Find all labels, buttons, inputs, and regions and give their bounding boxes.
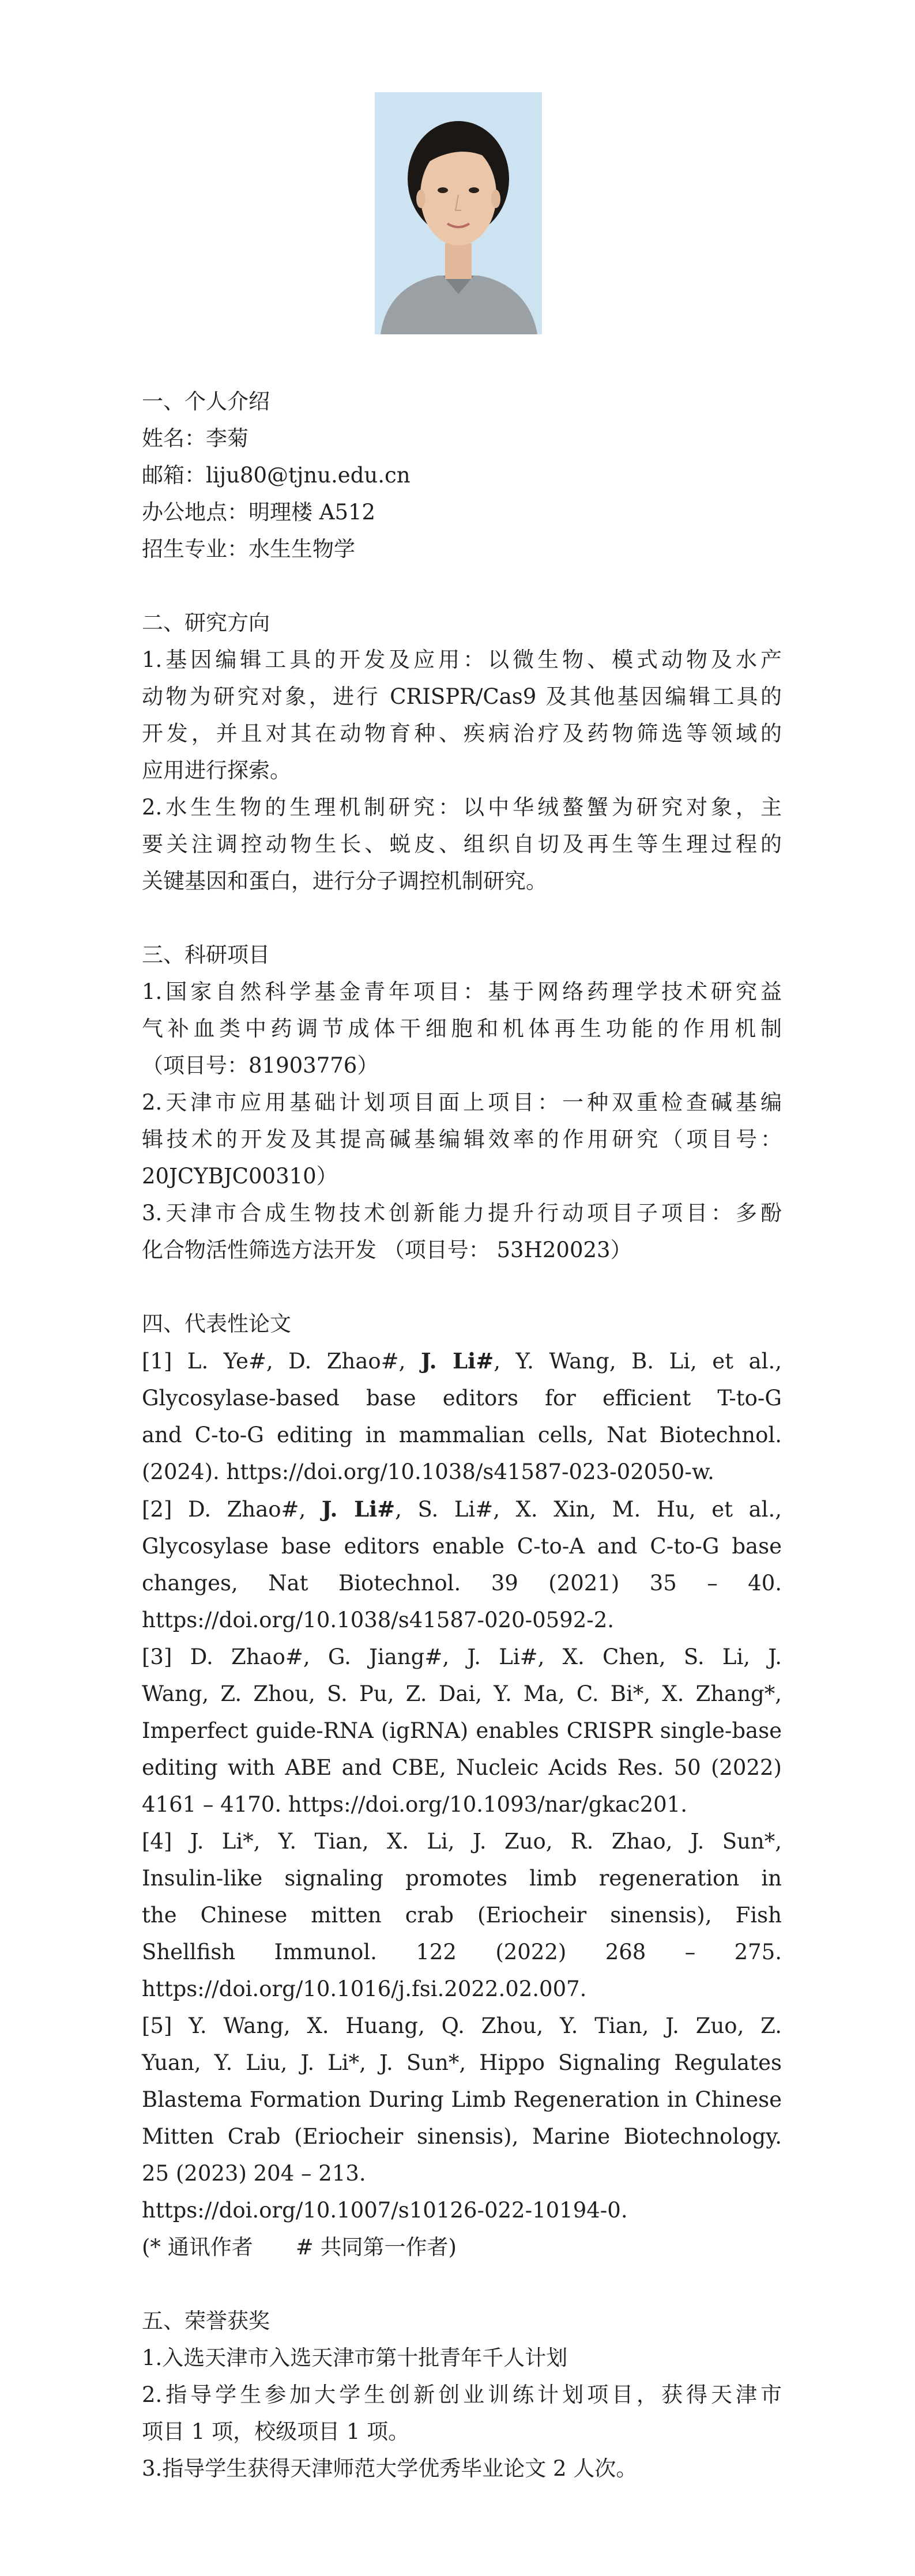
paper-4-line: Shellfish Immunol. 122 (2022) 268 – 275.: [142, 1940, 782, 1964]
research-line: 动物为研究对象，进行 CRISPR/Cas9 及其他基因编辑工具的: [142, 684, 782, 709]
spacer: [142, 568, 782, 605]
project-line: 辑技术的开发及其提高碱基编辑效率的作用研究（项目号：: [142, 1127, 782, 1152]
project-line: 气补血类中药调节成体干细胞和机体再生功能的作用机制: [142, 1016, 782, 1041]
research-line: 1.基因编辑工具的开发及应用：以微生物、模式动物及水产: [142, 647, 782, 672]
project-line: 1.国家自然科学基金青年项目：基于网络药理学技术研究益: [142, 979, 782, 1004]
paper-3-line: Wang, Z. Zhou, S. Pu, Z. Dai, Y. Ma, C. Bi*, X. Zhang*,: [142, 1681, 782, 1706]
spacer: [142, 1269, 782, 1306]
paper-5-line: Yuan, Y. Liu, J. Li*, J. Sun*, Hippo Signaling Regulates: [142, 2050, 782, 2075]
paper-2-line: changes, Nat Biotechnol. 39 (2021) 35 – 40.: [142, 1571, 782, 1596]
honor-line: 项目 1 项，校级项目 1 项。: [142, 2419, 410, 2444]
research-line: 应用进行探索。: [142, 758, 291, 783]
paper-5-line: https://doi.org/10.1007/s10126-022-10194-0.: [142, 2198, 628, 2223]
research-line: 关键基因和蛋白，进行分子调控机制研究。: [142, 869, 547, 893]
honor-line: 1.入选天津市入选天津市第十批青年千人计划: [142, 2345, 568, 2370]
profile-content: [142, 383, 782, 2487]
portrait-image: [375, 92, 542, 334]
project-line: （项目号：81903776）: [142, 1053, 379, 1078]
paper-5-line: Mitten Crab (Eriocheir sinensis), Marine Biotechnology.: [142, 2124, 782, 2149]
research-line: 开发，并且对其在动物育种、疾病治疗及药物筛选等领域的: [142, 721, 782, 746]
paper-3-line: [3] D. Zhao#, G. Jiang#, J. Li#, X. Chen, S. Li, J.: [142, 1645, 782, 1669]
spacer: [142, 900, 782, 937]
name-line: 姓名：李菊: [142, 426, 248, 451]
section-heading: 一、个人介绍: [142, 389, 270, 414]
paper-2-line: https://doi.org/10.1038/s41587-020-0592-2.: [142, 1608, 615, 1632]
research-line: 要关注调控动物生长、蜕皮、组织自切及再生等生理过程的: [142, 832, 782, 857]
major-line: 招生专业：水生生物学: [142, 537, 355, 561]
paper-4-line: [4] J. Li*, Y. Tian, X. Li, J. Zuo, R. Zhao, J. Sun*,: [142, 1829, 782, 1854]
section-personal-intro: [142, 383, 782, 568]
paper-2-line: [2] D. Zhao#, J. Li#, S. Li#, X. Xin, M. Hu, et al.,: [142, 1496, 782, 1522]
section-research: [142, 605, 782, 900]
paper-1-line: (2024). https://doi.org/10.1038/s41587-023-02050-w.: [142, 1459, 714, 1484]
honor-line: 2.指导学生参加大学生创新创业训练计划项目，获得天津市: [142, 2382, 782, 2407]
section-heading: 二、研究方向: [142, 610, 270, 635]
section-heading: 三、科研项目: [142, 942, 270, 967]
research-line: 2.水生生物的生理机制研究：以中华绒螯蟹为研究对象，主: [142, 795, 782, 820]
paper-5-line: [5] Y. Wang, X. Huang, Q. Zhou, Y. Tian, J. Zuo, Z.: [142, 2013, 782, 2038]
office-line: 办公地点：明理楼 A512: [142, 500, 376, 525]
paper-4-line: Insulin-like signaling promotes limb regeneration in: [142, 1866, 782, 1891]
paper-4-line: https://doi.org/10.1016/j.fsi.2022.02.007.: [142, 1977, 587, 2001]
project-line: 化合物活性筛选方法开发 （项目号： 53H20023）: [142, 1238, 632, 1262]
project-line: 20JCYBJC00310）: [142, 1164, 338, 1189]
paper-4-line: the Chinese mitten crab (Eriocheir sinensis), Fish: [142, 1903, 782, 1928]
spacer: [142, 2266, 782, 2303]
section-papers: [142, 1306, 782, 2266]
paper-5-line: Blastema Formation During Limb Regeneration in Chinese: [142, 2087, 782, 2112]
project-line: 3.天津市合成生物技术创新能力提升行动项目子项目：多酚: [142, 1201, 782, 1225]
section-projects: [142, 937, 782, 1269]
section-heading: 五、荣誉获奖: [142, 2309, 270, 2333]
email-line: 邮箱：liju80@tjnu.edu.cn: [142, 463, 411, 488]
paper-1-line: [1] L. Ye#, D. Zhao#, J. Li#, Y. Wang, B. Li, et al.,: [142, 1348, 782, 1374]
honor-line: 3.指导学生获得天津师范大学优秀毕业论文 2 人次。: [142, 2456, 638, 2481]
paper-3-line: Imperfect guide-RNA (igRNA) enables CRISPR single-base: [142, 1718, 782, 1743]
paper-3-line: editing with ABE and CBE, Nucleic Acids Res. 50 (2022): [142, 1755, 782, 1780]
paper-1-line: and C-to-G editing in mammalian cells, Nat Biotechnol.: [142, 1423, 782, 1447]
paper-1-line: Glycosylase-based base editors for efficient T-to-G: [142, 1386, 782, 1410]
paper-5-line: 25 (2023) 204 – 213.: [142, 2161, 366, 2186]
section-honors: [142, 2303, 782, 2487]
paper-2-line: Glycosylase base editors enable C-to-A and C-to-G base: [142, 1534, 782, 1559]
project-line: 2.天津市应用基础计划项目面上项目：一种双重检查碱基编: [142, 1090, 782, 1115]
section-heading: 四、代表性论文: [142, 1311, 291, 1336]
paper-3-line: 4161 – 4170. https://doi.org/10.1093/nar/gkac201.: [142, 1792, 687, 1817]
profile-photo: [375, 92, 542, 334]
author-note: (* 通讯作者 # 共同第一作者): [142, 2235, 457, 2260]
